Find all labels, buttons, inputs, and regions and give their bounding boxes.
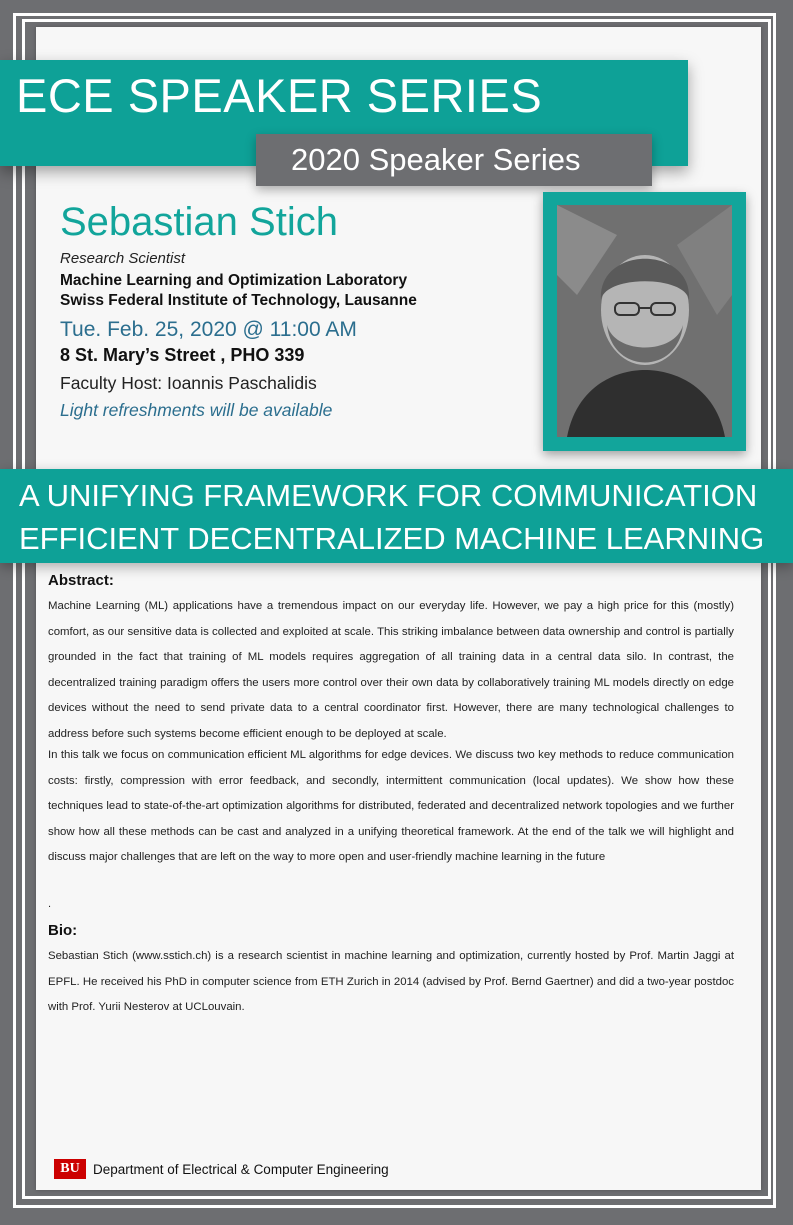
event-host: Faculty Host: Ioannis Paschalidis	[60, 373, 317, 393]
speaker-photo	[557, 205, 732, 437]
bu-logo-text: BU	[60, 1161, 80, 1176]
talk-title-line-1: A UNIFYING FRAMEWORK FOR COMMUNICATION	[19, 478, 758, 513]
bu-logo	[54, 1159, 86, 1179]
abstract-paragraph-1: Machine Learning (ML) applications have a tremendous impact on our everyday life. However, we pay a high price for this (mostly) comfort, as our sensitive data is collected and exploited at scale. This striking imbalance between data ownership and control is partially grounded in the fact that training of ML models requires aggregation of all training data in a central data silo. In contrast, the decentralized training paradigm offers the users more control over their own data by collaboratively training ML models directly on edge devices without the need to send private data to a central coordinator first. However, there are many technological challenges to address before such systems become efficient enough to be deployed at scale.	[48, 600, 734, 740]
abstract-paragraph-2: In this talk we focus on communication efficient ML algorithms for edge devices. We discuss two key methods to reduce communication costs: firstly, compression with error feedback, and secondly, intermittent communication (local updates). We show how these techniques lead to state-of-the-art optimization algorithms for distributed, federated and decentralized network topologies and we further show how all these methods can be cast and analyzed in a unifying theoretical framework. At the end of the talk we will highlight and discuss major challenges that are left on the way to more open and user-friendly machine learning in the future	[48, 749, 734, 863]
speaker-photo-icon	[557, 205, 732, 437]
speaker-institution: Swiss Federal Institute of Technology, Lausanne	[60, 292, 417, 309]
photo-frame	[543, 192, 746, 451]
speaker-name: Sebastian Stich	[60, 200, 338, 244]
event-datetime: Tue. Feb. 25, 2020 @ 11:00 AM	[60, 318, 357, 341]
department-name: Department of Electrical & Computer Engineering	[93, 1161, 389, 1177]
bio-text: Sebastian Stich (www.sstich.ch) is a research scientist in machine learning and optimization, currently hosted by Prof. Martin Jaggi at EPFL. He received his PhD in computer science from ETH Zurich in 2014 (advised by Prof. Bernd Gaertner) and did a two-year postdoc with Prof. Yurii Nesterov at UCLouvain.	[48, 950, 734, 1013]
speaker-affiliation	[60, 271, 417, 311]
series-subtitle: 2020 Speaker Series	[291, 142, 581, 177]
talk-title-line-2: EFFICIENT DECENTRALIZED MACHINE LEARNING	[19, 521, 765, 556]
event-location: 8 St. Mary’s Street , PHO 339	[60, 345, 305, 365]
abstract-heading: Abstract:	[48, 572, 114, 589]
speaker-lab: Machine Learning and Optimization Laboratory	[60, 272, 408, 289]
footer	[54, 1158, 389, 1180]
bio-heading: Bio:	[48, 922, 78, 939]
event-refreshments: Light refreshments will be available	[60, 400, 333, 420]
series-title: ECE SPEAKER SERIES	[16, 69, 543, 122]
speaker-role: Research Scientist	[60, 250, 186, 267]
abstract-trailing-dot: .	[48, 898, 52, 910]
